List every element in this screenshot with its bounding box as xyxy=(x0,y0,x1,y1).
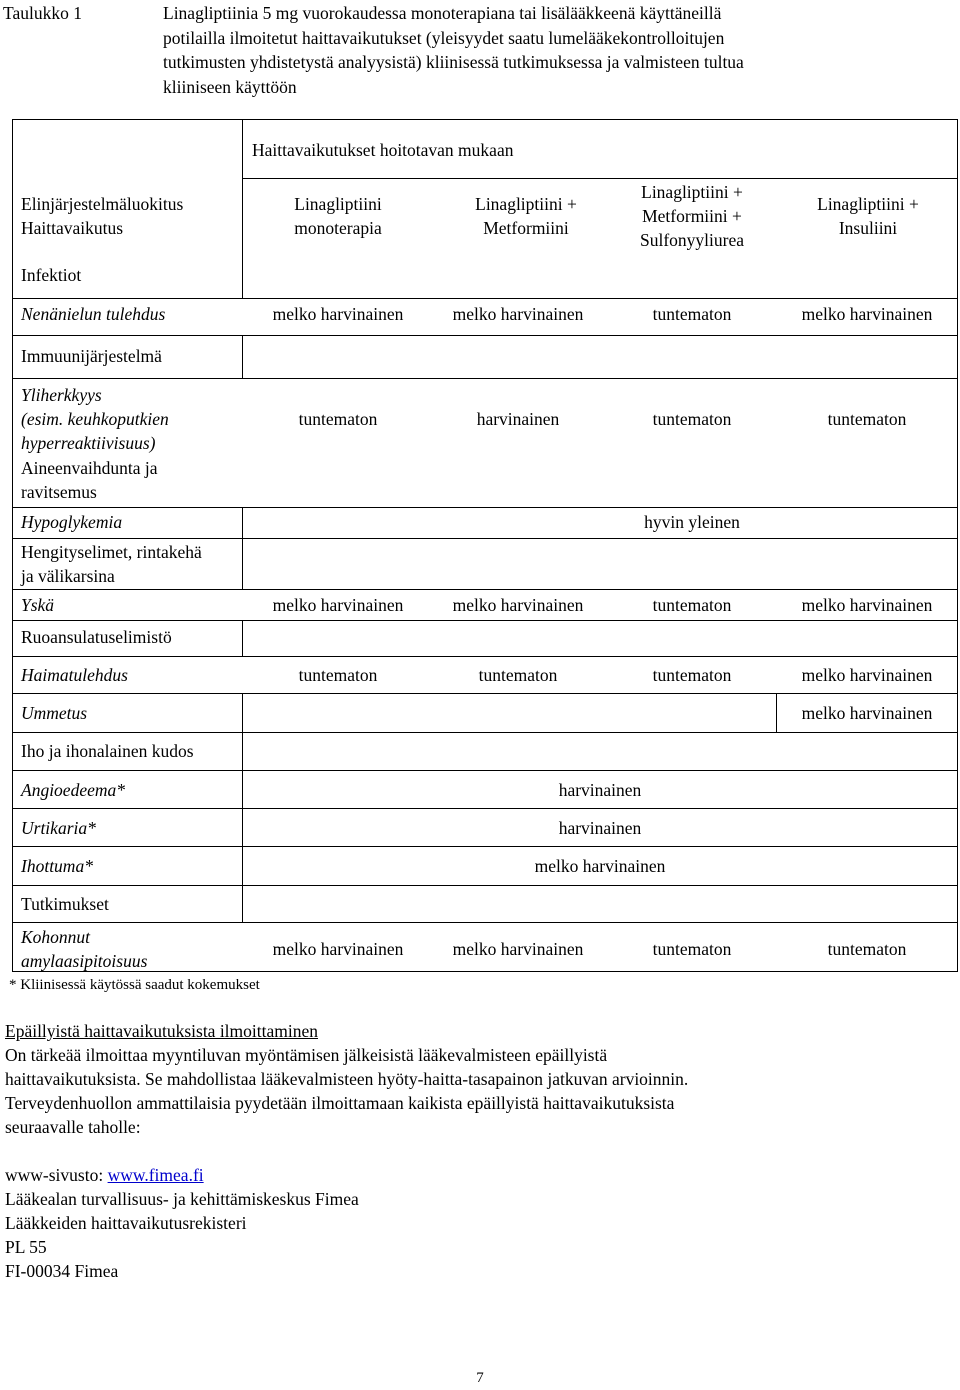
soc-label-line: ravitsemus xyxy=(21,482,97,502)
fimea-website-link[interactable]: www.fimea.fi xyxy=(107,1165,204,1185)
table-column-divider xyxy=(242,507,243,589)
address-line: PL 55 xyxy=(5,1237,47,1257)
table-divider xyxy=(12,507,958,508)
paragraph-line: seuraavalle taholle: xyxy=(5,1117,141,1137)
table-divider xyxy=(12,335,958,336)
soc-label: Tutkimukset xyxy=(21,894,109,914)
reaction-label-line: amylaasipitoisuus xyxy=(21,951,148,971)
table-column-divider xyxy=(242,620,243,657)
soc-label xyxy=(21,540,202,588)
frequency-cell: melko harvinainen xyxy=(272,304,404,324)
reaction-label: Yskä xyxy=(21,595,55,615)
reporting-section xyxy=(5,1019,955,1283)
frequency-cell: melko harvinainen xyxy=(452,304,584,324)
frequency-cell: melko harvinainen xyxy=(452,939,584,959)
table-divider xyxy=(12,693,958,694)
reaction-label: Ihottuma* xyxy=(21,856,93,876)
column-header-metformin-sulfonylurea xyxy=(602,180,782,252)
reaction-label: Ummetus xyxy=(21,703,88,723)
frequency-cell: melko harvinainen xyxy=(801,665,933,685)
soc-label: Infektiot xyxy=(21,265,82,285)
paragraph-line: Terveydenhuollon ammattilaisia pyydetään ilmoittamaan kaikista epäillyistä haittavaikutuksista xyxy=(5,1093,675,1113)
column-header-metformin xyxy=(433,192,619,240)
reaction-label xyxy=(21,383,169,455)
paragraph-line: On tärkeää ilmoittaa myyntiluvan myöntämisen jälkeisistä lääkevalmisteen epäillyistä xyxy=(5,1045,608,1065)
frequency-cell: tuntematon xyxy=(652,665,732,685)
frequency-cell: tuntematon xyxy=(298,665,378,685)
table-divider xyxy=(12,732,958,733)
frequency-cell: melko harvinainen xyxy=(801,304,933,324)
column-header-line: Sulfonyyliurea xyxy=(639,230,744,250)
frequency-cell: melko harvinainen xyxy=(801,595,933,615)
column-header-line: monoterapia xyxy=(294,218,382,238)
row-header-line: Elinjärjestelmäluokitus xyxy=(21,194,184,214)
page-number: 7 xyxy=(476,1370,484,1386)
table-divider xyxy=(12,922,958,923)
column-header-line: Linagliptiini + xyxy=(475,194,577,214)
soc-label-line: Aineenvaihdunta ja xyxy=(21,458,158,478)
soc-label: Immuunijärjestelmä xyxy=(21,346,162,366)
column-header-line: Linagliptiini + xyxy=(641,182,743,202)
table-footnote: * Kliinisessä käytössä saadut kokemukset xyxy=(9,977,260,993)
section-heading: Epäillyistä haittavaikutuksista ilmoittaminen xyxy=(5,1021,319,1041)
soc-label xyxy=(21,456,158,504)
column-header-insulin xyxy=(780,192,956,240)
soc-label-line: ja välikarsina xyxy=(21,566,115,586)
address-line: Lääkkeiden haittavaikutusrekisteri xyxy=(5,1213,247,1233)
frequency-cell: tuntematon xyxy=(827,939,907,959)
row-header xyxy=(21,192,183,240)
table-divider xyxy=(12,808,958,809)
column-header-monotherapy xyxy=(243,192,433,240)
address-line: FI-00034 Fimea xyxy=(5,1261,119,1281)
frequency-cell: melko harvinainen xyxy=(452,595,584,615)
table-divider xyxy=(12,620,958,621)
frequency-cell: harvinainen xyxy=(558,780,642,800)
caption-line: potilailla ilmoitetut haittavaikutukset (yleisyydet saatu lumelääkekontrolloitujen xyxy=(163,27,725,48)
frequency-cell: tuntematon xyxy=(827,409,907,429)
spacer xyxy=(5,1139,955,1163)
table-divider xyxy=(12,378,958,379)
table-border-right xyxy=(957,119,958,972)
table-divider xyxy=(12,589,958,590)
reaction-label: Haimatulehdus xyxy=(21,665,128,685)
frequency-cell: tuntematon xyxy=(652,595,732,615)
frequency-cell: melko harvinainen xyxy=(534,856,666,876)
frequency-cell: tuntematon xyxy=(652,939,732,959)
reaction-label-line: Kohonnut xyxy=(21,927,91,947)
table-divider xyxy=(12,885,958,886)
reaction-label: Urtikaria* xyxy=(21,818,96,838)
frequency-cell: hyvin yleinen xyxy=(644,512,740,532)
caption-line: Linagliptiinia 5 mg vuorokaudessa monoterapiana tai lisälääkkeenä käyttäneillä xyxy=(163,3,722,23)
table-divider xyxy=(242,178,958,179)
frequency-cell: harvinainen xyxy=(476,409,560,429)
reaction-label-line: Yliherkkyys xyxy=(21,385,102,405)
reaction-label xyxy=(21,925,147,973)
reaction-label: Angioedeema* xyxy=(21,780,125,800)
frequency-cell: harvinainen xyxy=(558,818,642,838)
frequency-cell: melko harvinainen xyxy=(801,703,933,723)
table-divider xyxy=(12,770,958,771)
reaction-label-line: (esim. keuhkoputkien xyxy=(21,409,169,429)
column-header-line: Metformiini xyxy=(483,218,569,238)
table-divider xyxy=(12,298,958,299)
frequency-cell: melko harvinainen xyxy=(272,939,404,959)
table-divider xyxy=(12,538,958,539)
table-column-divider xyxy=(242,693,243,923)
reaction-label: Nenänielun tulehdus xyxy=(21,304,166,324)
address-line: Lääkealan turvallisuus- ja kehittämiskeskus Fimea xyxy=(5,1189,359,1209)
soc-label-line: Hengityselimet, rintakehä xyxy=(21,542,202,562)
reaction-label: Hypoglykemia xyxy=(21,512,123,532)
soc-label: Ruoansulatuselimistö xyxy=(21,627,172,647)
column-header-line: Insuliini xyxy=(838,218,898,238)
column-header-line: Linagliptiini xyxy=(294,194,382,214)
website-label: www-sivusto: xyxy=(5,1165,108,1185)
soc-label: Iho ja ihonalainen kudos xyxy=(21,741,194,761)
frequency-cell: melko harvinainen xyxy=(272,595,404,615)
table-caption-text xyxy=(163,1,933,99)
caption-line: tutkimusten yhdistetystä analyysistä) kliinisessä tutkimuksessa ja valmisteen tultua xyxy=(163,52,744,72)
table-divider xyxy=(12,846,958,847)
paragraph-line: haittavaikutuksista. Se mahdollistaa lääkevalmisteen hyöty-haitta-tasapainon jatkuvan arvioinnin. xyxy=(5,1069,689,1089)
table-column-divider xyxy=(242,335,243,379)
frequency-cell: tuntematon xyxy=(478,665,558,685)
frequency-cell: tuntematon xyxy=(298,409,378,429)
column-header-line: Metformiini + xyxy=(642,206,742,226)
caption-line: kliiniseen käyttöön xyxy=(163,76,297,97)
reaction-label-line: hyperreaktiivisuus) xyxy=(21,433,156,453)
website-line xyxy=(5,1163,955,1187)
frequency-cell: tuntematon xyxy=(652,409,732,429)
group-header: Haittavaikutukset hoitotavan mukaan xyxy=(252,140,514,160)
row-header-line: Haittavaikutus xyxy=(21,218,124,238)
table-border-bottom xyxy=(12,971,958,972)
frequency-cell: tuntematon xyxy=(652,304,732,324)
table-caption-label: Taulukko 1 xyxy=(3,3,82,23)
table-divider xyxy=(12,656,958,657)
table-border-top xyxy=(12,119,958,120)
table-border-left xyxy=(12,119,13,972)
column-header-line: Linagliptiini + xyxy=(817,194,919,214)
